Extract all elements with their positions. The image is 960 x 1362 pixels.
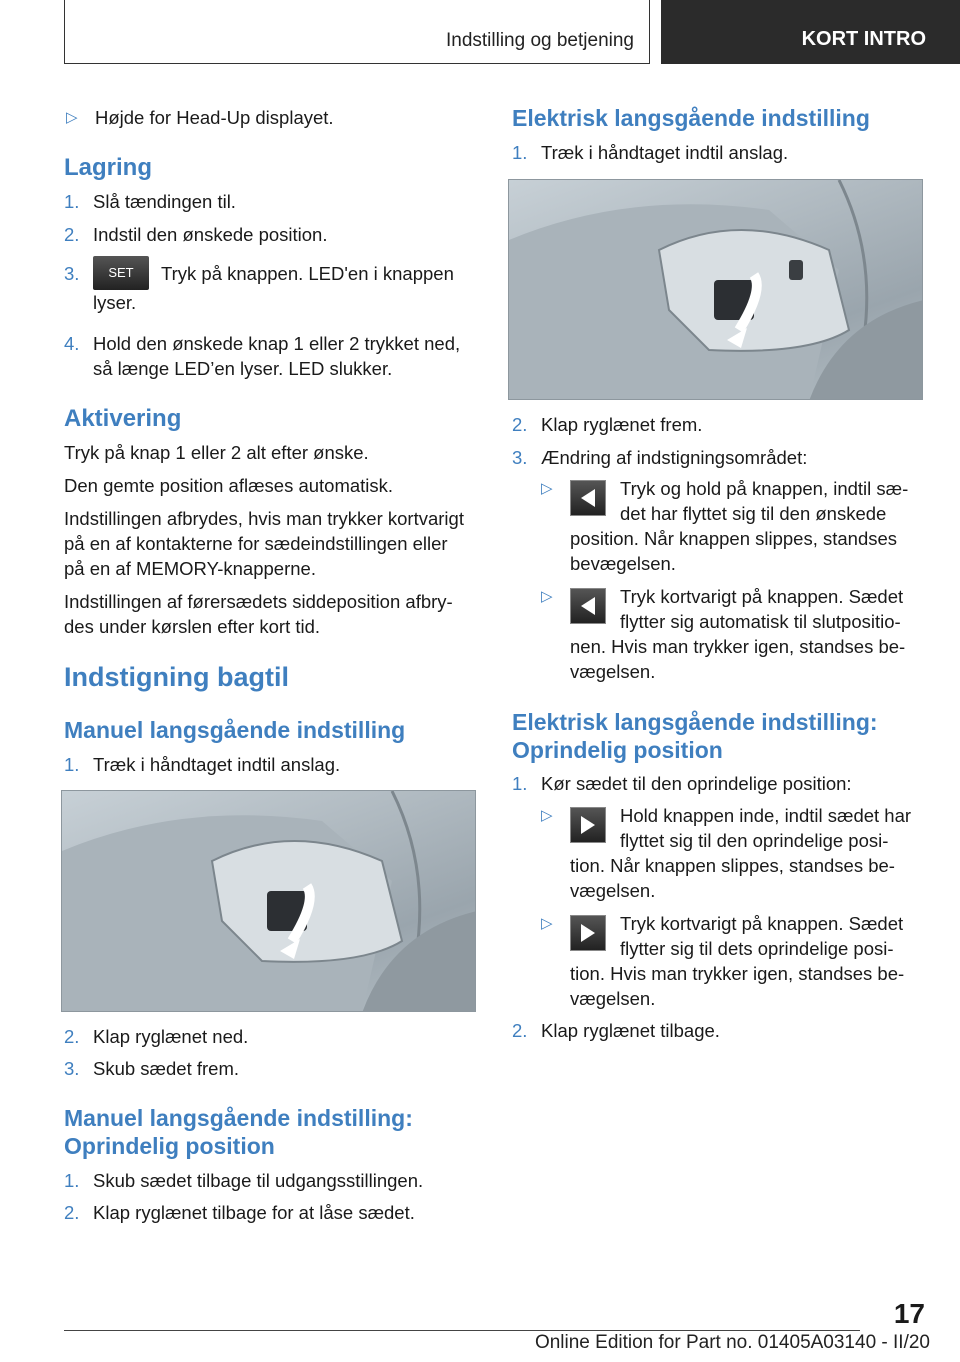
paragraph-line: på en af MEMORY-knapperne. [64,558,316,579]
step-text-cont: lyser. [93,292,137,313]
list-item [512,771,852,796]
step-text-cont: så længe LED’en lyser. LED slukker. [93,358,393,379]
list-item [64,1056,239,1081]
sub-text-line: Tryk kortvarigt på knappen. Sædet [620,913,904,934]
step-text: Træk i håndtaget indtil anslag. [93,754,341,775]
seat-handle-illustration [62,791,476,1012]
sub-text-line: flyttet sig til den oprindelige posi- [620,830,889,851]
heading-line: Oprindelig position [512,737,723,763]
step-number: 2. [64,1202,80,1223]
sub-text-line: det har flyttet sig til den ønskede [620,503,887,524]
sub-text-line: vægelsen. [570,988,656,1009]
sub-text-line: Hold knappen inde, indtil sædet har [620,805,912,826]
seat-handle-photo [61,790,476,1012]
step-number: 2. [64,1026,80,1047]
list-item [512,140,788,165]
step-number: 1. [512,142,528,163]
section-heading-elektrisk-orig [512,708,878,764]
step-number: 3. [512,447,528,468]
list-item [66,105,476,130]
list-item [512,412,702,437]
sub-list-item [541,911,925,1011]
seat-back-button-icon [570,588,606,624]
seat-handle-photo [508,179,923,400]
step-text: Ændring af indstigningsområdet: [541,447,808,468]
heading-line: Elektrisk langsgående indstilling: [512,709,878,735]
step-number: 1. [64,754,80,775]
list-item [64,331,476,381]
step-text: Klap ryglænet tilbage for at låse sædet. [93,1202,415,1223]
sub-text-line: flytter sig automatisk til slutpositio- [620,611,901,632]
seat-back-button-icon [570,480,606,516]
step-text: Skub sædet frem. [93,1058,240,1079]
list-item [64,256,476,315]
set-button-icon: SET [93,256,149,290]
paragraph: Indstillingen afbrydes, hvis man trykker kortvarigt [64,508,464,529]
header-tab-label: KORT INTRO [801,28,926,50]
list-item [64,1168,423,1193]
sub-list-item [541,803,925,903]
step-text: Skub sædet tilbage til udgangsstillingen. [93,1170,424,1191]
list-item [512,445,807,470]
step-number: 2. [64,224,80,245]
step-text: Tryk på knappen. LED'en i knappen [161,262,454,284]
sub-text-line: bevægelsen. [570,553,676,574]
sub-list-item [541,584,925,684]
sub-list-item [541,476,925,576]
sub-text-line: Tryk og hold på knappen, indtil sæ- [620,478,909,499]
section-heading-elektrisk: Elektrisk langsgående indstilling [512,105,870,131]
step-number: 4. [64,333,80,354]
step-number: 3. [64,1058,80,1079]
footer-edition: Online Edition for Part no. 01405A03140 - II/20 [534,1332,930,1353]
header-section-title: Indstilling og betjening [445,30,634,51]
paragraph-line: på en af kontakterne for sædeindstillingen eller [64,533,448,554]
sub-text-line: position. Når knappen slippes, standses [570,528,898,549]
sub-text-line: vægelsen. [570,880,656,901]
seat-handle-illustration [509,180,923,400]
paragraph: Den gemte position aflæses automatisk. [64,475,394,496]
triangle-bullet-icon: ▷ [541,588,553,605]
list-item [64,1200,415,1225]
step-text: Kør sædet til den oprindelige position: [541,773,852,794]
section-heading-manuel: Manuel langsgående indstilling [64,717,406,743]
step-number: 3. [64,262,80,284]
step-number: 2. [512,414,528,435]
seat-forward-button-icon [570,915,606,951]
step-text: Klap ryglænet ned. [93,1026,249,1047]
step-number: 1. [512,773,528,794]
sub-text-line: Tryk kortvarigt på knappen. Sædet [620,586,904,607]
step-text: Klap ryglænet frem. [541,414,703,435]
section-heading-lagring: Lagring [64,154,152,181]
sub-text-line: vægelsen. [570,661,656,682]
heading-line: Oprindelig position [64,1133,275,1159]
paragraph: Indstillingen af førersædets siddeposition afbry- [64,591,453,612]
step-text: Træk i håndtaget indtil anslag. [541,142,789,163]
sub-text-line: tion. Når knappen slippes, standses be- [570,855,895,876]
seat-forward-button-icon [570,807,606,843]
paragraph: Tryk på knap 1 eller 2 alt efter ønske. [64,442,369,463]
heading-line: Manuel langsgående indstilling: [64,1105,413,1131]
paragraph-line: des under kørslen efter kort tid. [64,616,321,637]
sub-text-line: tion. Hvis man trykker igen, standses be- [570,963,905,984]
footer-divider [64,1330,860,1331]
section-heading-indstigning: Indstigning bagtil [64,662,289,692]
step-number: 2. [512,1020,528,1041]
header-tab[interactable] [661,0,960,64]
list-item [64,1024,248,1049]
triangle-bullet-icon: ▷ [541,480,553,497]
step-text: Hold den ønskede knap 1 eller 2 trykket ned, [93,333,461,354]
list-item [64,222,327,247]
section-heading-aktivering: Aktivering [64,405,182,432]
triangle-bullet-icon: ▷ [541,807,553,824]
list-item [64,189,236,214]
triangle-bullet-icon: ▷ [66,109,78,126]
list-item [64,752,340,777]
page-number: 17 [893,1298,925,1329]
step-number: 1. [64,1170,80,1191]
step-text: Slå tændingen til. [93,191,236,212]
sub-text-line: nen. Hvis man trykker igen, standses be- [570,636,906,657]
list-item [512,1018,720,1043]
aktivering-body [64,440,478,639]
step-number: 1. [64,191,80,212]
step-text: Klap ryglænet tilbage. [541,1020,720,1041]
step-text: Indstil den ønskede position. [93,224,328,245]
bullet-text: Højde for Head-Up displayet. [95,107,334,128]
sub-text-line: flytter sig til dets oprindelige posi- [620,938,894,959]
section-heading-manuel-orig [64,1104,413,1160]
triangle-bullet-icon: ▷ [541,915,553,932]
